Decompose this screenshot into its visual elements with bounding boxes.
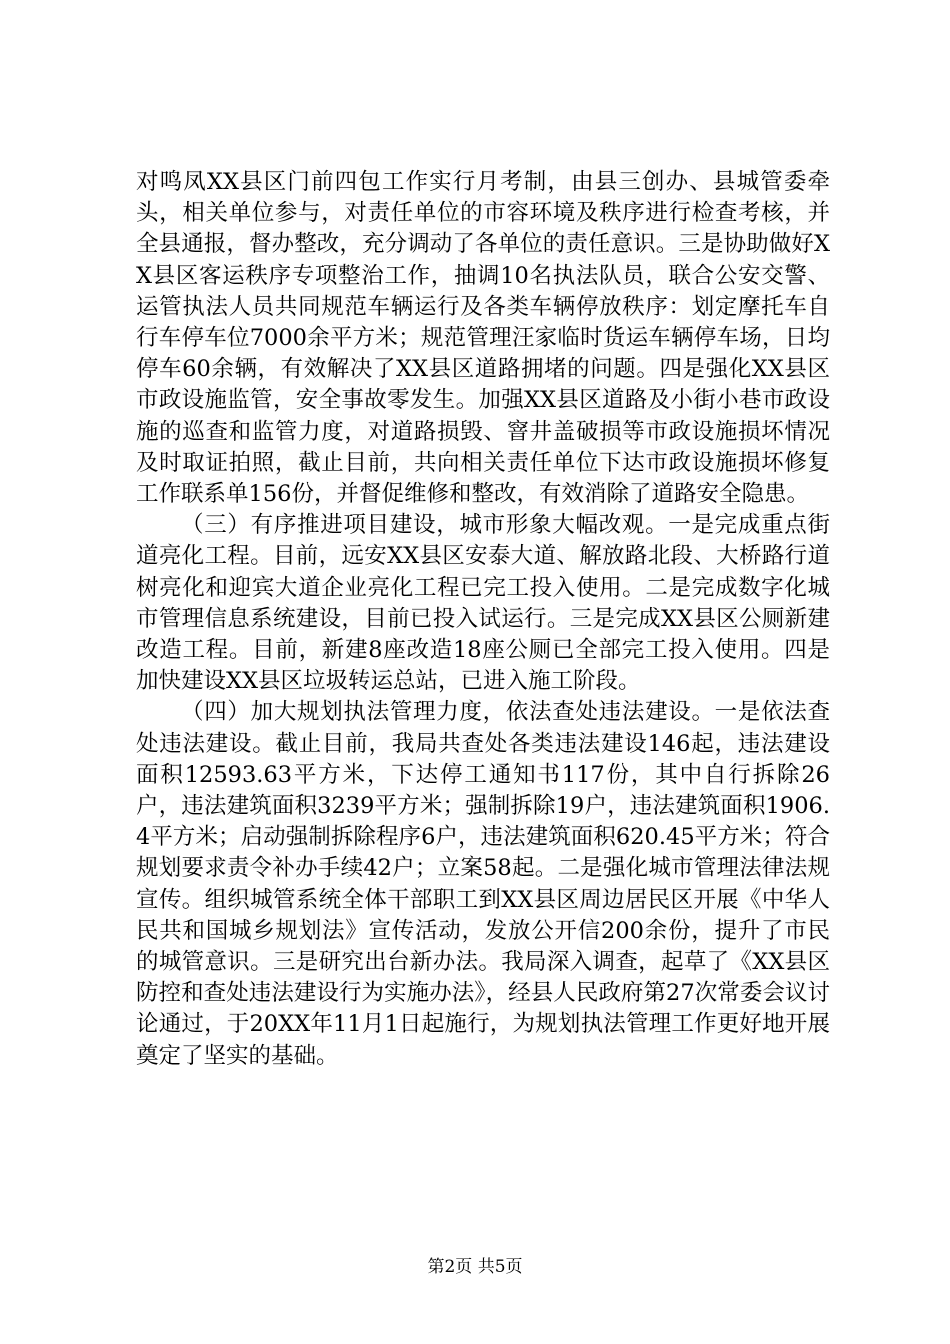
- paragraph-continuation: 对鸣凤XX县区门前四包工作实行月考制，由县三创办、县城管委牵头，相关单位参与，对责任单位的市容环境及秩序进行检查考核，并全县通报，督办整改，充分调动了各单位的责任意识。三是协助做好XX县区客运秩序专项整治工作，抽调10名执法队员，联合公安交警、运管执法人员共同规范车辆运行及各类车辆停放秩序：划定摩托车自行车停车位7000余平方米；规范管理汪家临时货运车辆停车场，日均停车60余辆，有效解决了XX县区道路拥堵的问题。四是强化XX县区市政设施监管，安全事故零发生。加强XX县区道路及小街小巷市政设施的巡查和监管力度，对道路损毁、窨井盖破损等市政设施损坏情况及时取证拍照，截止目前，共向相关责任单位下达市政设施损坏修复工作联系单156份，并督促维修和整改，有效消除了道路安全隐患。: [136, 169, 830, 508]
- document-body: [136, 167, 830, 1072]
- page-number-footer: 第2页 共5页: [427, 1257, 523, 1277]
- paragraph-planning-enforcement: （四）加大规划执法管理力度，依法查处违法建设。一是依法查处违法建设。截止目前，我局共查处各类违法建设146起，违法建设面积12593.63平方米，下达停工通知书117份，其中自行拆除26户，违法建筑面积3239平方米；强制拆除19户，违法建筑面积1906.4平方米；启动强制拆除程序6户，违法建筑面积620.45平方米；符合规划要求责令补办手续42户；立案58起。二是强化城市管理法律法规宣传。组织城管系统全体干部职工到XX县区周边居民区开展《中华人民共和国城乡规划法》宣传活动，发放公开信200余份，提升了市民的城管意识。三是研究出台新办法。我局深入调查，起草了《XX县区防控和查处违法建设行为实施办法》，经县人民政府第27次常委会议讨论通过，于20XX年11月1日起施行，为规划执法管理工作更好地开展奠定了坚实的基础。: [136, 699, 830, 1069]
- paragraph-project-construction: （三）有序推进项目建设，城市形象大幅改观。一是完成重点街道亮化工程。目前，远安XX县区安泰大道、解放路北段、大桥路行道树亮化和迎宾大道企业亮化工程已完工投入使用。二是完成数字化城市管理信息系统建设，目前已投入试运行。三是完成XX县区公厕新建改造工程。目前，新建8座改造18座公厕已全部完工投入使用。四是加快建设XX县区垃圾转运总站，已进入施工阶段。: [136, 512, 830, 695]
